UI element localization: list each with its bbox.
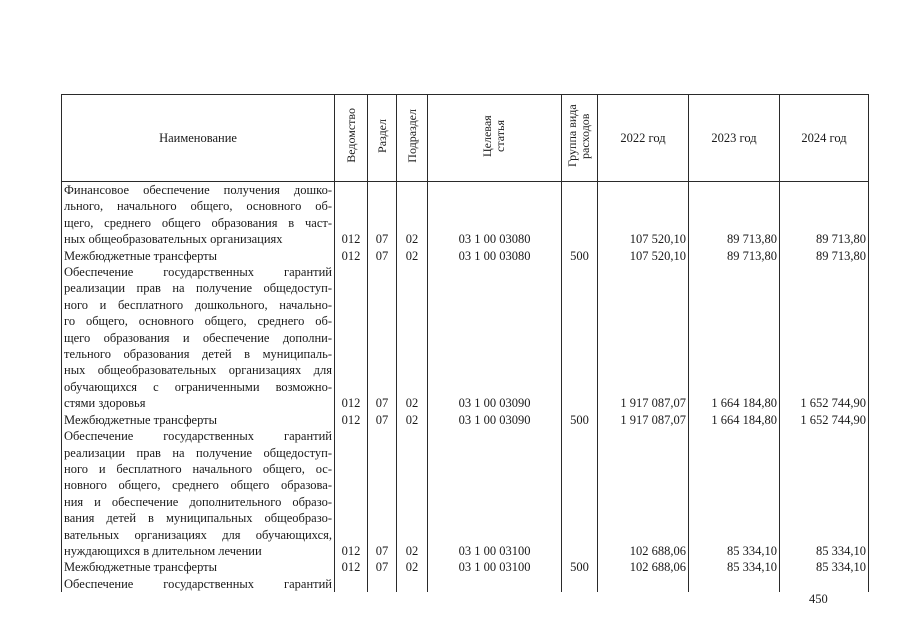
row-name <box>62 576 335 592</box>
table-row <box>62 412 869 428</box>
row-value-2022 <box>598 576 689 592</box>
row-value-2024: 1 652 744,90 <box>780 412 869 428</box>
header-podrazdel: Подраздел <box>397 95 428 182</box>
row-value-2022: 1 917 087,07 <box>598 264 689 412</box>
row-value-2024: 1 652 744,90 <box>780 264 869 412</box>
row-value-2023: 89 713,80 <box>689 248 780 264</box>
header-2024: 2024 год <box>780 95 869 182</box>
row-value-2024: 85 334,10 <box>780 559 869 575</box>
row-name-line: ния и обеспечение дополнительного образо- <box>64 494 332 509</box>
table-row <box>62 264 869 412</box>
row-vedomstvo: 012 <box>335 264 368 412</box>
budget-table <box>61 94 869 592</box>
row-name-line: реализации прав на получение общедоступ- <box>64 445 332 460</box>
row-podrazdel: 02 <box>397 428 428 559</box>
row-razdel: 07 <box>368 412 397 428</box>
row-name-line: Финансовое обеспечение получения дошко- <box>64 183 332 197</box>
table-header-row <box>62 95 869 182</box>
row-gruppa <box>562 182 598 248</box>
row-value-2023: 85 334,10 <box>689 559 780 575</box>
row-value-2023: 1 664 184,80 <box>689 412 780 428</box>
row-gruppa: 500 <box>562 559 598 575</box>
row-podrazdel: 02 <box>397 248 428 264</box>
row-podrazdel: 02 <box>397 264 428 412</box>
row-podrazdel: 02 <box>397 182 428 248</box>
header-celevaya: Целевая статья <box>428 95 562 182</box>
row-razdel <box>368 576 397 592</box>
row-vedomstvo: 012 <box>335 428 368 559</box>
row-name-line: ного и бесплатного начального общего, ос- <box>64 461 332 476</box>
table-row <box>62 428 869 559</box>
header-vedomstvo: Ведомство <box>335 95 368 182</box>
row-razdel: 07 <box>368 248 397 264</box>
row-name <box>62 182 335 248</box>
row-razdel: 07 <box>368 264 397 412</box>
row-name-line: Обеспечение государственных гарантий <box>64 576 332 591</box>
row-value-2024: 85 334,10 <box>780 428 869 559</box>
row-value-2022: 107 520,10 <box>598 182 689 248</box>
row-name-line: обучающихся с ограниченными возможно- <box>64 379 332 394</box>
row-value-2023: 1 664 184,80 <box>689 264 780 412</box>
row-gruppa: 500 <box>562 248 598 264</box>
table-row <box>62 559 869 575</box>
row-name-line: ных общеобразовательных организациях <box>64 232 283 247</box>
row-celevaya: 03 1 00 03090 <box>428 264 562 412</box>
row-name <box>62 248 335 264</box>
header-razdel: Раздел <box>368 95 397 182</box>
row-vedomstvo: 012 <box>335 182 368 248</box>
header-name: Наименование <box>62 95 335 182</box>
row-name-line: ного и бесплатного дошкольного, начально- <box>64 297 332 312</box>
row-name-line: Обеспечение государственных гарантий <box>64 429 332 444</box>
row-celevaya: 03 1 00 03100 <box>428 428 562 559</box>
row-celevaya: 03 1 00 03100 <box>428 559 562 575</box>
row-name <box>62 559 335 575</box>
row-name <box>62 264 335 412</box>
row-gruppa <box>562 576 598 592</box>
row-vedomstvo: 012 <box>335 412 368 428</box>
row-name <box>62 412 335 428</box>
row-gruppa <box>562 428 598 559</box>
row-value-2024: 89 713,80 <box>780 248 869 264</box>
table-row <box>62 182 869 248</box>
row-value-2023: 89 713,80 <box>689 182 780 248</box>
row-name-line: реализации прав на получение общедоступ- <box>64 281 332 296</box>
header-2022: 2022 год <box>598 95 689 182</box>
row-name-line: новного общего, среднего общего образова- <box>64 478 332 493</box>
row-name-line: щего, среднего общего образования в част- <box>64 215 332 230</box>
row-vedomstvo: 012 <box>335 559 368 575</box>
row-razdel: 07 <box>368 428 397 559</box>
row-value-2022: 102 688,06 <box>598 559 689 575</box>
row-celevaya: 03 1 00 03090 <box>428 412 562 428</box>
row-podrazdel <box>397 576 428 592</box>
row-celevaya: 03 1 00 03080 <box>428 248 562 264</box>
row-name-line: Межбюджетные трансферты <box>64 560 218 575</box>
row-gruppa: 500 <box>562 412 598 428</box>
row-name-line: вательных организациях для обучающихся, <box>64 527 332 542</box>
row-name-line: го общего, основного общего, среднего об- <box>64 314 332 329</box>
row-value-2022: 102 688,06 <box>598 428 689 559</box>
row-name-line: стями здоровья <box>64 396 146 411</box>
row-value-2022: 1 917 087,07 <box>598 412 689 428</box>
row-vedomstvo <box>335 576 368 592</box>
row-gruppa <box>562 264 598 412</box>
row-name-line: тельного образования детей в муниципаль- <box>64 347 332 362</box>
row-celevaya <box>428 576 562 592</box>
page-number: 450 <box>809 592 828 606</box>
row-value-2023 <box>689 576 780 592</box>
row-podrazdel: 02 <box>397 559 428 575</box>
row-name-line: щего образования и обеспечение дополни- <box>64 330 332 345</box>
row-podrazdel: 02 <box>397 412 428 428</box>
header-gruppa: Группа вида расходов <box>562 95 598 182</box>
row-value-2024: 89 713,80 <box>780 182 869 248</box>
table-row <box>62 576 869 592</box>
row-name-line: Межбюджетные трансферты <box>64 248 218 263</box>
row-celevaya: 03 1 00 03080 <box>428 182 562 248</box>
header-2023: 2023 год <box>689 95 780 182</box>
row-name-line: льного, начального общего, основного об- <box>64 199 332 214</box>
row-value-2022: 107 520,10 <box>598 248 689 264</box>
row-name-line: Межбюджетные трансферты <box>64 412 218 427</box>
row-razdel: 07 <box>368 182 397 248</box>
row-razdel: 07 <box>368 559 397 575</box>
row-value-2024 <box>780 576 869 592</box>
table-row <box>62 248 869 264</box>
row-name-line: ных общеобразовательных организациях для <box>64 363 332 378</box>
row-name <box>62 428 335 559</box>
row-vedomstvo: 012 <box>335 248 368 264</box>
row-name-line: нуждающихся в длительном лечении <box>64 543 262 558</box>
row-name-line: Обеспечение государственных гарантий <box>64 265 332 280</box>
row-name-line: вания детей в муниципальных общеобразо- <box>64 511 332 526</box>
row-value-2023: 85 334,10 <box>689 428 780 559</box>
